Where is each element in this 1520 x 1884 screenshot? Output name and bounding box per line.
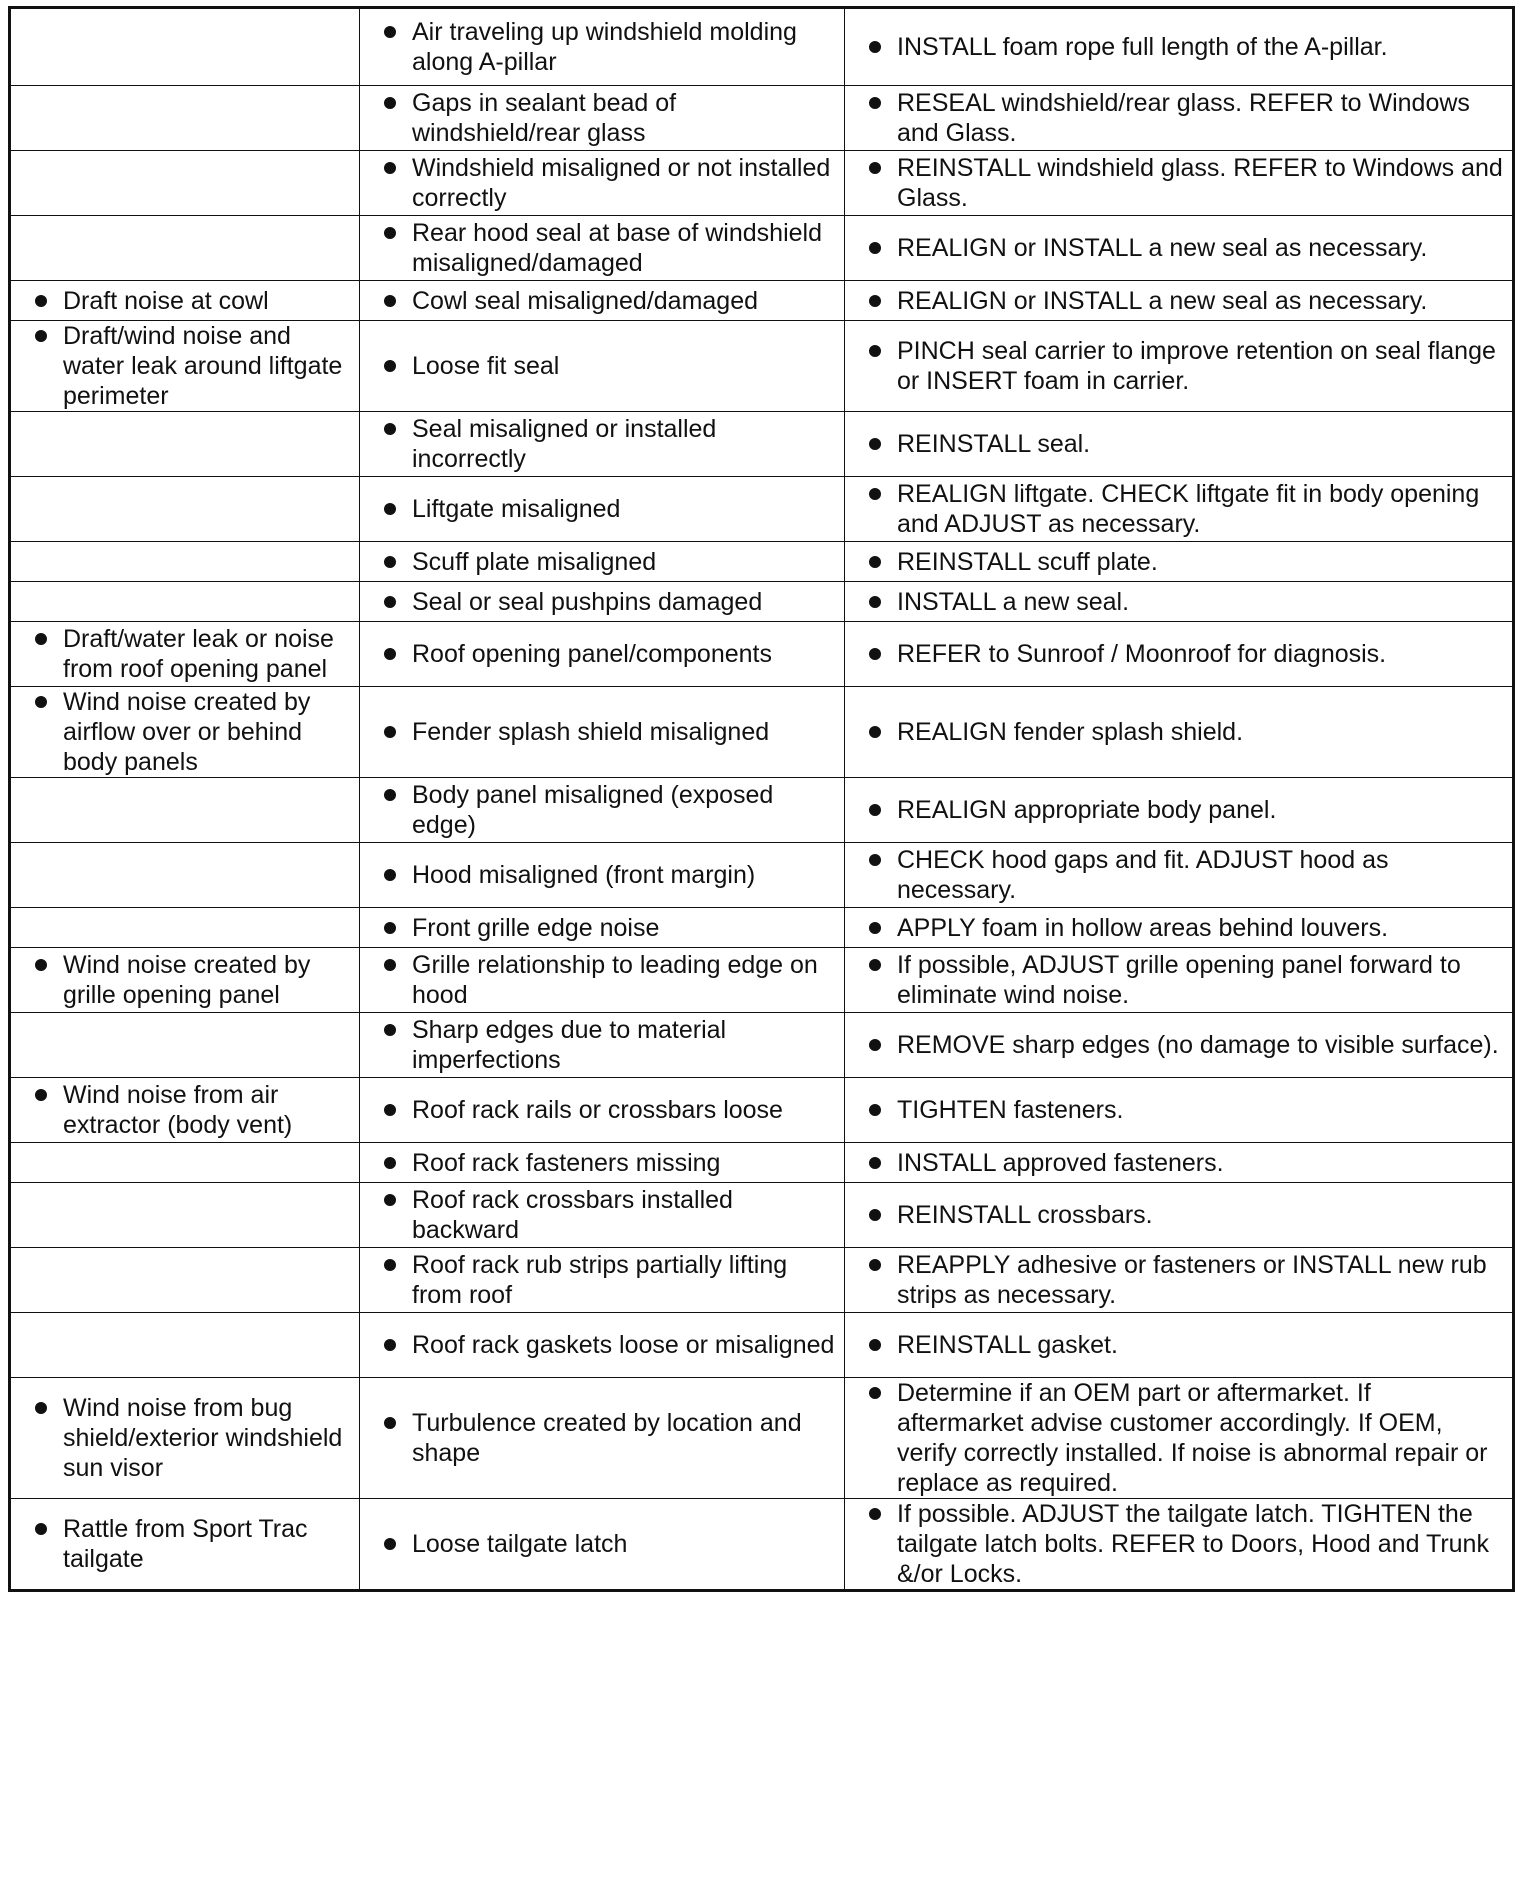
action-text: RESEAL windshield/rear glass. REFER to Windows and Glass. [897, 89, 1470, 147]
symptom-cell [10, 321, 360, 412]
symptom-item [11, 1080, 351, 1140]
bullet-icon [869, 41, 881, 53]
bullet-icon [35, 1402, 47, 1414]
action-cell [845, 582, 1514, 622]
bullet-icon [869, 295, 881, 307]
cause-item [360, 547, 836, 577]
table-row [10, 281, 1514, 321]
cause-cell [360, 1313, 845, 1378]
symptom-item [11, 1393, 351, 1483]
cause-text: Air traveling up windshield molding along A-pillar [412, 18, 797, 76]
bullet-icon [869, 1259, 881, 1271]
symptom-cell [10, 908, 360, 948]
cause-text: Turbulence created by location and shape [412, 1409, 802, 1467]
symptom-cell [10, 151, 360, 216]
action-cell [845, 908, 1514, 948]
bullet-icon [384, 227, 396, 239]
symptom-item [11, 687, 351, 777]
action-text: REALIGN or INSTALL a new seal as necessary. [897, 286, 1428, 315]
symptom-cell [10, 948, 360, 1013]
action-item [845, 429, 1504, 459]
cause-item [360, 780, 836, 840]
bullet-icon [869, 922, 881, 934]
bullet-icon [384, 1339, 396, 1351]
action-cell [845, 687, 1514, 778]
cause-text: Roof rack crossbars installed backward [412, 1186, 733, 1244]
bullet-icon [384, 295, 396, 307]
bullet-icon [35, 1089, 47, 1101]
bullet-icon [35, 959, 47, 971]
bullet-icon [384, 1538, 396, 1550]
bullet-icon [384, 1157, 396, 1169]
action-cell [845, 1313, 1514, 1378]
symptom-cell [10, 1378, 360, 1499]
bullet-icon [869, 648, 881, 660]
bullet-icon [869, 162, 881, 174]
cause-item [360, 1529, 836, 1559]
action-cell [845, 281, 1514, 321]
bullet-icon [869, 556, 881, 568]
symptom-item [11, 1514, 351, 1574]
action-text: REALIGN appropriate body panel. [897, 796, 1277, 824]
bullet-icon [869, 242, 881, 254]
cause-item [360, 639, 836, 669]
action-text: INSTALL foam rope full length of the A-pillar. [897, 33, 1388, 61]
cause-text: Liftgate misaligned [412, 495, 621, 523]
table-row [10, 1313, 1514, 1378]
action-text: TIGHTEN fasteners. [897, 1096, 1124, 1124]
cause-item [360, 860, 836, 890]
bullet-icon [384, 869, 396, 881]
bullet-icon [869, 1209, 881, 1221]
bullet-icon [384, 423, 396, 435]
symptom-cell [10, 542, 360, 582]
bullet-icon [384, 556, 396, 568]
action-cell [845, 216, 1514, 281]
cause-item [360, 414, 836, 474]
cause-cell [360, 321, 845, 412]
cause-cell [360, 1499, 845, 1591]
cause-cell [360, 542, 845, 582]
action-item [845, 1148, 1504, 1178]
symptom-text: Draft/water leak or noise from roof opening panel [63, 625, 334, 683]
table-row [10, 216, 1514, 281]
action-text: REINSTALL seal. [897, 430, 1091, 458]
action-item [845, 1330, 1504, 1360]
cause-text: Grille relationship to leading edge on hood [412, 951, 818, 1009]
action-cell [845, 1248, 1514, 1313]
action-text: REALIGN fender splash shield. [897, 718, 1244, 746]
action-text: REINSTALL crossbars. [897, 1201, 1153, 1229]
symptom-cell [10, 1013, 360, 1078]
action-cell [845, 8, 1514, 86]
cause-item [360, 587, 836, 617]
cause-cell [360, 1143, 845, 1183]
cause-text: Loose tailgate latch [412, 1530, 628, 1558]
action-text: Determine if an OEM part or aftermarket. If aftermarket advise customer accordingly. If OEM, verify correctly installed. If noise is abnormal repair or replace as required. [897, 1379, 1488, 1497]
symptom-text: Wind noise created by grille opening panel [63, 951, 311, 1009]
cause-cell [360, 1013, 845, 1078]
symptom-item [11, 950, 351, 1010]
bullet-icon [869, 854, 881, 866]
cause-cell [360, 86, 845, 151]
bullet-icon [384, 648, 396, 660]
action-text: INSTALL a new seal. [897, 587, 1130, 616]
action-text: REINSTALL scuff plate. [897, 547, 1158, 576]
cause-cell [360, 151, 845, 216]
cause-item [360, 1015, 836, 1075]
symptom-text: Draft noise at cowl [63, 286, 269, 315]
table-row [10, 582, 1514, 622]
table-row [10, 1078, 1514, 1143]
table-row [10, 1013, 1514, 1078]
action-text: REALIGN or INSTALL a new seal as necessary. [897, 234, 1428, 262]
action-cell [845, 778, 1514, 843]
table-row [10, 412, 1514, 477]
bullet-icon [384, 1259, 396, 1271]
symptom-cell [10, 1078, 360, 1143]
action-cell [845, 86, 1514, 151]
table-row [10, 622, 1514, 687]
bullet-icon [384, 922, 396, 934]
bullet-icon [869, 804, 881, 816]
symptom-text: Wind noise from air extractor (body vent) [63, 1081, 293, 1139]
cause-item [360, 950, 836, 1010]
bullet-icon [869, 97, 881, 109]
bullet-icon [384, 1024, 396, 1036]
action-item [845, 1250, 1504, 1310]
noise-diagnosis-table [8, 6, 1515, 1592]
action-text: REFER to Sunroof / Moonroof for diagnosis. [897, 640, 1387, 668]
action-cell [845, 1183, 1514, 1248]
symptom-cell [10, 477, 360, 542]
bullet-icon [35, 696, 47, 708]
table-row [10, 542, 1514, 582]
bullet-icon [384, 1104, 396, 1116]
cause-text: Fender splash shield misaligned [412, 718, 770, 746]
symptom-cell [10, 412, 360, 477]
bullet-icon [384, 1194, 396, 1206]
bullet-icon [869, 726, 881, 738]
bullet-icon [384, 726, 396, 738]
cause-item [360, 351, 836, 381]
cause-item [360, 1408, 836, 1468]
symptom-cell [10, 1183, 360, 1248]
bullet-icon [869, 596, 881, 608]
bullet-icon [869, 1104, 881, 1116]
cause-cell [360, 687, 845, 778]
symptom-cell [10, 687, 360, 778]
action-cell [845, 1499, 1514, 1591]
symptom-cell [10, 1499, 360, 1591]
cause-text: Sharp edges due to material imperfections [412, 1016, 727, 1074]
table-row [10, 843, 1514, 908]
action-item [845, 639, 1504, 669]
table-row [10, 321, 1514, 412]
cause-text: Hood misaligned (front margin) [412, 861, 756, 889]
action-cell [845, 1078, 1514, 1143]
bullet-icon [869, 1508, 881, 1520]
bullet-icon [869, 438, 881, 450]
cause-cell [360, 281, 845, 321]
cause-item [360, 1250, 836, 1310]
cause-item [360, 913, 836, 943]
bullet-icon [35, 330, 47, 342]
bullet-icon [384, 1417, 396, 1429]
action-cell [845, 843, 1514, 908]
cause-cell [360, 477, 845, 542]
symptom-cell [10, 8, 360, 86]
action-item [845, 845, 1504, 905]
action-cell [845, 477, 1514, 542]
action-text: CHECK hood gaps and fit. ADJUST hood as necessary. [897, 846, 1389, 904]
cause-text: Roof rack fasteners missing [412, 1148, 721, 1177]
cause-item [360, 1185, 836, 1245]
cause-text: Roof opening panel/components [412, 640, 772, 668]
action-cell [845, 151, 1514, 216]
action-item [845, 1095, 1504, 1125]
cause-text: Roof rack rails or crossbars loose [412, 1096, 783, 1124]
cause-text: Seal or seal pushpins damaged [412, 587, 763, 616]
action-text: REINSTALL windshield glass. REFER to Windows and Glass. [897, 154, 1503, 212]
action-item [845, 1378, 1504, 1498]
action-cell [845, 321, 1514, 412]
action-item [845, 286, 1504, 316]
action-text: REALIGN liftgate. CHECK liftgate fit in body opening and ADJUST as necessary. [897, 480, 1480, 538]
table-row [10, 948, 1514, 1013]
bullet-icon [869, 1039, 881, 1051]
bullet-icon [869, 345, 881, 357]
bullet-icon [384, 596, 396, 608]
action-text: REINSTALL gasket. [897, 1331, 1118, 1359]
cause-text: Cowl seal misaligned/damaged [412, 286, 759, 315]
action-item [845, 795, 1504, 825]
cause-text: Rear hood seal at base of windshield misaligned/damaged [412, 219, 822, 277]
cause-cell [360, 908, 845, 948]
bullet-icon [869, 959, 881, 971]
symptom-text: Wind noise from bug shield/exterior windshield sun visor [63, 1394, 343, 1482]
cause-item [360, 717, 836, 747]
bullet-icon [35, 295, 47, 307]
cause-cell [360, 843, 845, 908]
bullet-icon [35, 633, 47, 645]
cause-cell [360, 582, 845, 622]
table-row [10, 1248, 1514, 1313]
bullet-icon [869, 1157, 881, 1169]
bullet-icon [869, 488, 881, 500]
cause-cell [360, 1378, 845, 1499]
symptom-cell [10, 1313, 360, 1378]
cause-text: Loose fit seal [412, 352, 560, 380]
cause-text: Scuff plate misaligned [412, 547, 657, 576]
cause-text: Roof rack rub strips partially lifting from roof [412, 1251, 788, 1309]
table-row [10, 1378, 1514, 1499]
bullet-icon [384, 789, 396, 801]
cause-item [360, 494, 836, 524]
table-row [10, 477, 1514, 542]
cause-cell [360, 948, 845, 1013]
symptom-cell [10, 843, 360, 908]
table-body [10, 8, 1514, 1591]
cause-item [360, 1148, 836, 1178]
symptom-cell [10, 582, 360, 622]
cause-item [360, 1095, 836, 1125]
table-row [10, 151, 1514, 216]
action-item [845, 547, 1504, 577]
cause-text: Front grille edge noise [412, 913, 660, 942]
action-item [845, 950, 1504, 1010]
action-cell [845, 948, 1514, 1013]
symptom-cell [10, 1248, 360, 1313]
bullet-icon [35, 1523, 47, 1535]
action-text: REMOVE sharp edges (no damage to visible surface). [897, 1031, 1499, 1059]
bullet-icon [869, 1387, 881, 1399]
action-item [845, 479, 1504, 539]
cause-item [360, 17, 836, 77]
cause-cell [360, 412, 845, 477]
bullet-icon [384, 959, 396, 971]
cause-text: Windshield misaligned or not installed correctly [412, 154, 831, 212]
table-row [10, 687, 1514, 778]
action-text: REAPPLY adhesive or fasteners or INSTALL new rub strips as necessary. [897, 1251, 1487, 1309]
action-cell [845, 622, 1514, 687]
action-text: If possible. ADJUST the tailgate latch. TIGHTEN the tailgate latch bolts. REFER to Doors, Hood and Trunk &/or Locks. [897, 1500, 1489, 1588]
action-text: PINCH seal carrier to improve retention on seal flange or INSERT foam in carrier. [897, 337, 1496, 395]
cause-item [360, 218, 836, 278]
cause-item [360, 153, 836, 213]
cause-text: Roof rack gaskets loose or misaligned [412, 1331, 835, 1359]
symptom-item [11, 286, 351, 316]
symptom-text: Wind noise created by airflow over or behind body panels [63, 688, 311, 776]
symptom-cell [10, 778, 360, 843]
cause-cell [360, 1078, 845, 1143]
cause-cell [360, 778, 845, 843]
table-row [10, 1143, 1514, 1183]
symptom-text: Draft/wind noise and water leak around liftgate perimeter [63, 322, 343, 410]
bullet-icon [384, 503, 396, 515]
cause-text: Seal misaligned or installed incorrectly [412, 415, 717, 473]
action-cell [845, 1378, 1514, 1499]
action-item [845, 913, 1504, 943]
action-item [845, 1200, 1504, 1230]
table-row [10, 1499, 1514, 1591]
symptom-cell [10, 281, 360, 321]
table-row [10, 778, 1514, 843]
symptom-cell [10, 622, 360, 687]
symptom-item [11, 624, 351, 684]
table-row [10, 1183, 1514, 1248]
bullet-icon [384, 360, 396, 372]
symptom-cell [10, 86, 360, 151]
symptom-item [11, 321, 351, 411]
cause-cell [360, 622, 845, 687]
table-row [10, 8, 1514, 86]
cause-cell [360, 8, 845, 86]
cause-item [360, 88, 836, 148]
bullet-icon [869, 1339, 881, 1351]
symptom-cell [10, 1143, 360, 1183]
cause-item [360, 286, 836, 316]
symptom-text: Rattle from Sport Trac tailgate [63, 1515, 308, 1573]
action-item [845, 587, 1504, 617]
bullet-icon [384, 162, 396, 174]
cause-cell [360, 1248, 845, 1313]
action-item [845, 32, 1504, 62]
bullet-icon [384, 97, 396, 109]
action-item [845, 153, 1504, 213]
action-cell [845, 412, 1514, 477]
cause-item [360, 1330, 836, 1360]
action-text: APPLY foam in hollow areas behind louvers. [897, 913, 1389, 942]
action-cell [845, 542, 1514, 582]
bullet-icon [384, 26, 396, 38]
diagnosis-sheet [8, 6, 1512, 1592]
action-text: INSTALL approved fasteners. [897, 1148, 1224, 1177]
symptom-cell [10, 216, 360, 281]
cause-text: Gaps in sealant bead of windshield/rear glass [412, 89, 677, 147]
action-item [845, 233, 1504, 263]
cause-text: Body panel misaligned (exposed edge) [412, 781, 774, 839]
action-text: If possible, ADJUST grille opening panel forward to eliminate wind noise. [897, 951, 1461, 1009]
action-item [845, 1499, 1504, 1589]
cause-cell [360, 1183, 845, 1248]
action-item [845, 336, 1504, 396]
action-item [845, 88, 1504, 148]
cause-cell [360, 216, 845, 281]
action-item [845, 1030, 1504, 1060]
table-row [10, 86, 1514, 151]
action-item [845, 717, 1504, 747]
table-row [10, 908, 1514, 948]
action-cell [845, 1143, 1514, 1183]
action-cell [845, 1013, 1514, 1078]
